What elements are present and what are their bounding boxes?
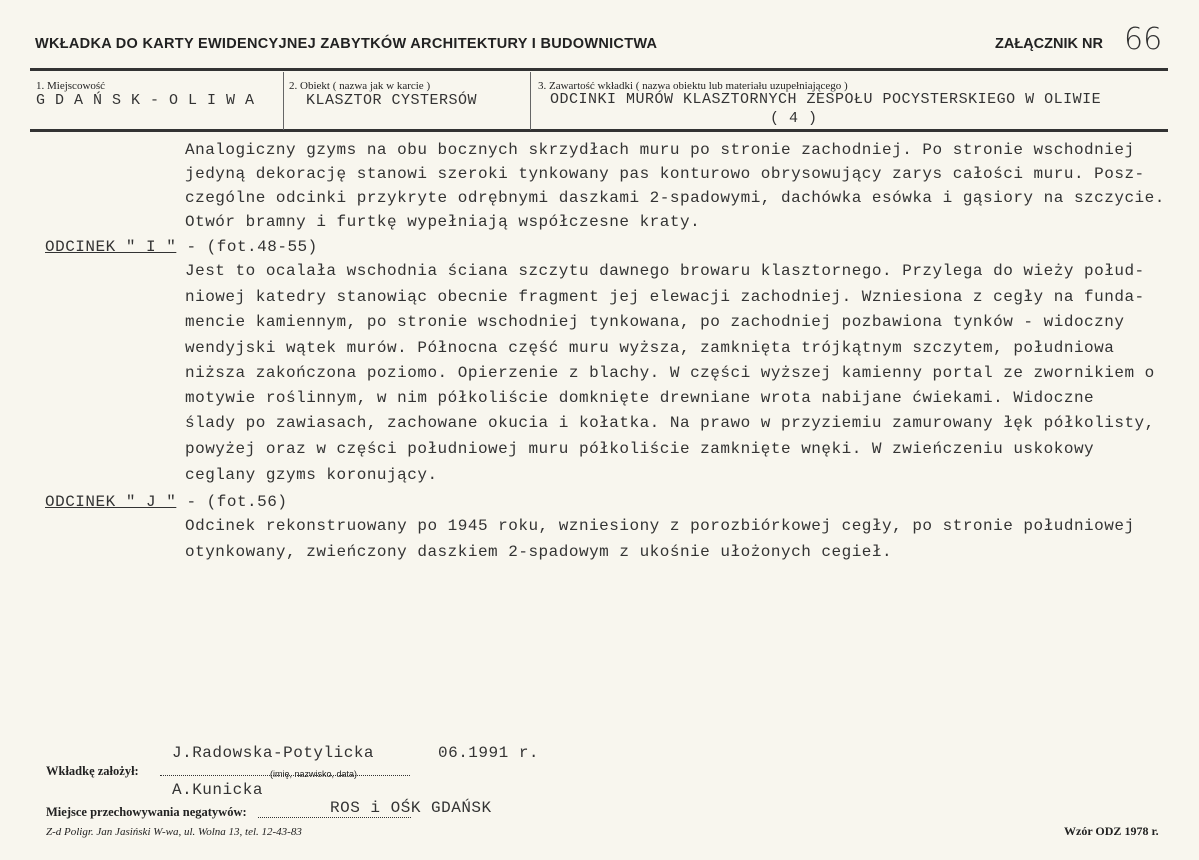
section-j-ref: - (fot.56) [186, 493, 288, 511]
text-line: Odcinek rekonstruowany po 1945 roku, wzniesiony z porozbiórkowej cegły, po stronie południowej [185, 517, 1135, 535]
text-line: niższa zakończona poziomo. Opierzenie z blachy. W części wyższej kamienny portal ze zwornikiem o [185, 364, 1155, 382]
text-line: ceglany gzyms koronujący. [185, 466, 438, 484]
text-line: czególne odcinki przykryte odrębnymi daszkami 2-spadowymi, dachówka esówka i gąsiory na szczycie. [185, 189, 1165, 207]
content-page: ( 4 ) [770, 110, 818, 127]
text-line: Otwór bramny i furtkę wypełniają współczesne kraty. [185, 213, 701, 231]
object-value: KLASZTOR CYSTERSÓW [306, 92, 478, 109]
section-j-heading: ODCINEK " J " [45, 493, 177, 511]
text-line: niowej katedry stanowiąc obecnie fragment jej elewacji zachodniej. Wzniesiona z cegły na funda- [185, 288, 1145, 306]
author-date: 06.1991 r. [438, 744, 540, 762]
annex-label: ZAŁĄCZNIK NR [995, 36, 1103, 52]
divider [283, 72, 284, 130]
text-line: Analogiczny gzyms na obu bocznych skrzydłach muru po stronie zachodniej. Po stronie wschodniej [185, 141, 1135, 159]
author-1: J.Radowska-Potylicka [172, 744, 375, 762]
negatives-label: Miejsce przechowywania negatywów: [46, 805, 247, 819]
text-line: powyżej oraz w części południowej muru półkoliście zamknięte wnęki. W zwieńczeniu uskokowy [185, 440, 1095, 458]
negatives-value: ROS i OŚK GDAŃSK [330, 799, 492, 817]
content-label: 3. Zawartość wkładki ( nazwa obiektu lub materiału uzupełniającego ) [538, 80, 848, 92]
section-i-header [45, 238, 318, 256]
negatives-dotted-line [258, 817, 411, 818]
text-line: ślady po zawiasach, zachowane okucia i kołatka. Na prawo w przyziemiu zamurowany łęk półkolisty, [185, 414, 1155, 432]
divider [30, 129, 1168, 132]
divider [530, 72, 531, 130]
text-line: motywie roślinnym, w nim półkoliście domknięte drewniane wrota nabijane ćwiekami. Widoczne [185, 389, 1095, 407]
card-title: WKŁADKA DO KARTY EWIDENCYJNEJ ZABYTKÓW ARCHITEKTURY I BUDOWNICTWA [35, 36, 658, 52]
text-line: otynkowany, zwieńczony daszkiem 2-spadowym z ukośnie ułożonych cegieł. [185, 543, 893, 561]
text-line: wendyjski wątek murów. Północna część muru wyższa, zamknięta trójkątnym szczytem, południowa [185, 339, 1115, 357]
content-value: ODCINKI MURÓW KLASZTORNYCH ZESPOŁU POCYSTERSKIEGO W OLIWIE [550, 91, 1102, 108]
text-line: jedyną dekorację stanowi szeroki tynkowany pas konturowo obrysowujący zarys całości muru. Posz- [185, 165, 1145, 183]
section-i-heading: ODCINEK " I " [45, 238, 177, 256]
form-id: Wzór ODZ 1978 r. [1064, 824, 1159, 838]
section-j-header [45, 493, 287, 511]
annex-number: 66 [1124, 22, 1163, 57]
author-label: Wkładkę założył: [46, 764, 139, 778]
text-line: Jest to ocalała wschodnia ściana szczytu dawnego browaru klasztornego. Przylega do wieży połud- [185, 262, 1145, 280]
author-hint: (imię, nazwisko, data) [270, 769, 358, 779]
author-2: A.Kunicka [172, 781, 263, 799]
text-line: mencie kamiennym, po stronie wschodniej tynkowana, po zachodniej pozbawiona tynków - widoczny [185, 313, 1125, 331]
section-i-ref: - (fot.48-55) [186, 238, 318, 256]
printer-imprint: Z-d Poligr. Jan Jasiński W-wa, ul. Wolna 13, tel. 12-43-83 [46, 826, 302, 838]
object-label: 2. Obiekt ( nazwa jak w karcie ) [289, 80, 431, 92]
divider [30, 68, 1168, 71]
place-value: G D A Ń S K - O L I W A [36, 92, 255, 109]
place-label: 1. Miejscowość [36, 80, 106, 92]
